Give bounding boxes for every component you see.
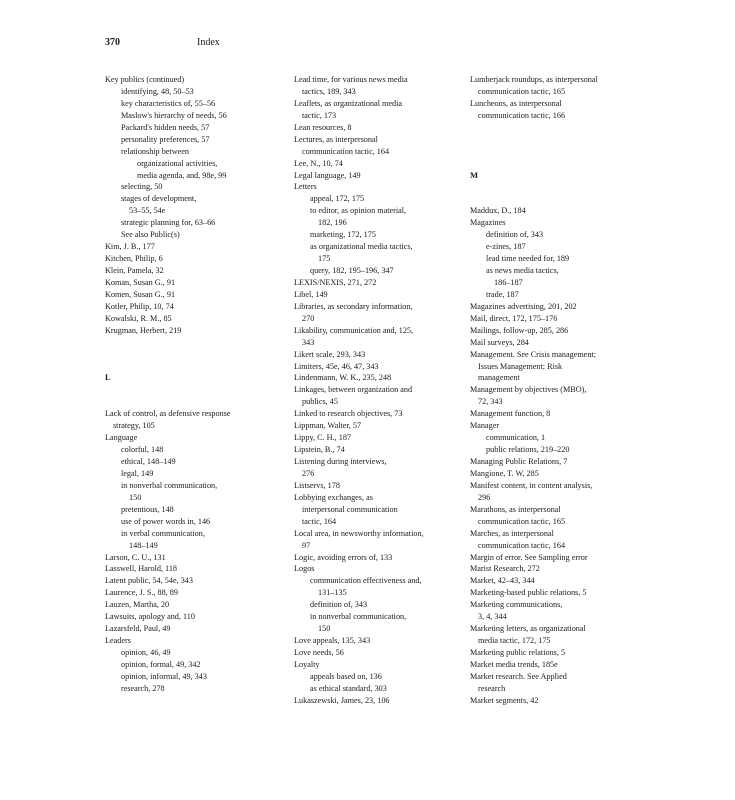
index-entry: communication tactic, 164 <box>302 146 390 156</box>
index-entry: opinion, formal, 49, 342 <box>121 659 201 669</box>
index-entry: Marketing-based public relations, 5 <box>470 588 587 598</box>
index-entry: Local area, in newsworthy information, <box>294 528 424 538</box>
spacer <box>105 384 285 396</box>
index-entry: Lead time, for various news media <box>294 75 408 84</box>
index-entry: Marketing letters, as organizational <box>470 624 586 634</box>
index-entry: 270 <box>302 313 315 323</box>
index-entry: Magazines advertising, 201, 202 <box>470 301 577 311</box>
index-entry: publics, 45 <box>302 397 338 407</box>
index-entry: tactic, 164 <box>302 516 337 526</box>
index-entry: Packard's hidden needs, 57 <box>121 122 210 132</box>
index-entry: management <box>478 373 520 383</box>
index-entry: as news media tactics, <box>486 266 559 275</box>
index-entry: personality preferences, 57 <box>121 134 210 144</box>
spacer <box>105 337 285 349</box>
index-entry: use of power words in, 146 <box>121 516 211 526</box>
index-entry: Leaders <box>105 636 131 646</box>
index-entry: Klein, Pamela, 32 <box>105 266 164 275</box>
index-entry: Libraries, as secondary information, <box>294 301 413 311</box>
index-entry: 276 <box>302 468 315 478</box>
index-entry: Management function, 8 <box>470 409 551 419</box>
index-entry: Latent public, 54, 54e, 343 <box>105 576 193 586</box>
index-entry: Kowalski, R. M., 85 <box>105 313 172 323</box>
index-entry: Marathons, as interpersonal <box>470 504 561 514</box>
index-entry: Maslow's hierarchy of needs, 56 <box>121 110 227 120</box>
index-entry: Lippman, Walter, 57 <box>294 421 362 431</box>
index-entry: Lasswell, Harold, 118 <box>105 564 178 574</box>
index-entry: media tactic, 172, 175 <box>478 636 551 646</box>
index-entry: Manifest content, in content analysis, <box>470 480 593 490</box>
spacer <box>470 146 642 158</box>
index-entry: research, 278 <box>121 683 165 693</box>
index-column-3 <box>470 74 642 707</box>
index-entry: Listening during interviews, <box>294 457 387 466</box>
index-entry: ethical, 148–149 <box>121 457 176 466</box>
index-entry: Letters <box>294 182 317 192</box>
index-entry: colorful, 148 <box>121 445 164 455</box>
spacer <box>105 349 285 361</box>
spacer <box>470 181 642 193</box>
index-entry: Management. See Crisis management; <box>470 349 596 359</box>
index-entry: Mailings, follow-up, 285, 286 <box>470 325 569 335</box>
index-entry: Market segments, 42 <box>470 695 539 705</box>
index-entry: Lobbying exchanges, as <box>294 492 373 502</box>
index-entry: communication, 1 <box>486 433 546 443</box>
index-entry: Mail surveys, 284 <box>470 337 529 347</box>
index-entry: definition of, 343 <box>310 600 368 610</box>
index-entry: lead time needed for, 189 <box>486 254 570 264</box>
index-entry: Lee, N., 10, 74 <box>294 158 343 168</box>
index-entry: Mail, direct, 172, 175–176 <box>470 313 558 323</box>
index-entry: strategy, 105 <box>113 421 155 431</box>
index-entry: research <box>478 683 506 693</box>
index-entry: e-zines, 187 <box>486 242 526 252</box>
index-entry: communication tactic, 165 <box>478 86 566 96</box>
index-entry: identifying, 48, 50–53 <box>121 86 194 96</box>
index-entry: Logos <box>294 564 315 574</box>
index-entry: Lindenmann, W. K., 235, 248 <box>294 373 392 383</box>
index-entry: Likert scale, 293, 343 <box>294 349 366 359</box>
index-entry: Logic, avoiding errors of, 133 <box>294 552 393 562</box>
index-entry: key characteristics of, 55–56 <box>121 98 216 108</box>
index-entry: definition of, 343 <box>486 230 544 240</box>
index-entry: 72, 343 <box>478 397 503 407</box>
index-entry: as organizational media tactics, <box>310 242 413 252</box>
index-entry: 343 <box>302 337 315 347</box>
index-entry: Limiters, 45e, 46, 47, 343 <box>294 361 379 371</box>
index-entry: Managing Public Relations, 7 <box>470 457 568 466</box>
index-entry: 3, 4, 344 <box>478 612 507 622</box>
index-entry: Lumberjack roundups, as interpersonal <box>470 75 598 84</box>
index-entry: Loyalty <box>294 659 320 669</box>
index-entry: query, 182, 195–196, 347 <box>310 266 394 275</box>
index-entry: media agenda, and, 98e, 99 <box>137 170 227 180</box>
index-entry: 131–135 <box>318 588 347 598</box>
index-entry: Komen, Susan G., 91 <box>105 289 176 299</box>
index-entry: stages of development, <box>121 194 197 204</box>
page-header <box>105 37 220 48</box>
index-entry: organizational activities, <box>137 158 218 168</box>
index-entry: 53–55, 54e <box>129 206 166 216</box>
index-entry: Issues Management; Risk <box>478 361 563 371</box>
spacer <box>105 396 285 408</box>
index-entry: Kotler, Philip, 10, 74 <box>105 301 174 311</box>
index-entry: Market research. See Applied <box>470 671 567 681</box>
index-entry: Marketing communications, <box>470 600 563 610</box>
index-entry: in nonverbal communication, <box>310 612 407 622</box>
index-entry: 186–187 <box>494 277 523 287</box>
index-entry: 150 <box>318 624 331 634</box>
index-entry: 182, 196 <box>318 218 347 228</box>
index-entry: Lawsuits, apology and, 110 <box>105 612 195 622</box>
spacer <box>470 134 642 146</box>
index-entry: Market media trends, 185e <box>470 659 558 669</box>
index-entry: Marist Research, 272 <box>470 564 540 574</box>
index-entry: 175 <box>318 254 331 264</box>
index-entry: Lean resources, 8 <box>294 122 352 132</box>
spacer <box>470 122 642 134</box>
index-entry: Lukaszewski, James, 23, 106 <box>294 695 390 705</box>
index-entry: communication tactic, 166 <box>478 110 566 120</box>
index-entry: Lectures, as interpersonal <box>294 134 378 144</box>
spacer <box>105 361 285 373</box>
index-entry: Market, 42–43, 344 <box>470 576 535 586</box>
index-column-1 <box>105 74 285 695</box>
index-entry: relationship between <box>121 146 189 156</box>
index-entry: Language <box>105 433 138 443</box>
index-entry: Legal language, 149 <box>294 170 361 180</box>
index-entry: Kitchen, Philip, 6 <box>105 254 163 264</box>
index-entry: Magazines <box>470 218 506 228</box>
section-letter: L <box>105 372 111 383</box>
index-entry: strategic planning for, 63–66 <box>121 218 216 228</box>
index-entry: pretentious, 148 <box>121 504 174 514</box>
index-entry: Lippy, C. H., 187 <box>294 433 352 443</box>
index-entry: Lauzen, Martha, 20 <box>105 600 170 610</box>
index-entry: 150 <box>129 492 142 502</box>
index-column-2 <box>294 74 466 707</box>
running-title: Index <box>197 37 220 48</box>
index-entry: marketing, 172, 175 <box>310 230 376 240</box>
index-entry: legal, 149 <box>121 468 154 478</box>
index-entry: Love appeals, 135, 343 <box>294 636 371 646</box>
index-entry: Marches, as interpersonal <box>470 528 554 538</box>
index-entry: Krugman, Herbert, 219 <box>105 325 182 335</box>
index-entry: 148–149 <box>129 540 158 550</box>
index-entry: Larson, C. U., 131 <box>105 552 166 562</box>
index-entry: Linked to research objectives, 73 <box>294 409 403 419</box>
index-entry: public relations, 219–220 <box>486 445 570 455</box>
index-entry: Laurence, J. S., 88, 89 <box>105 588 178 598</box>
index-entry: opinion, informal, 49, 343 <box>121 671 207 681</box>
index-entry: appeals based on, 136 <box>310 671 382 681</box>
index-entry: selecting, 50 <box>121 182 163 192</box>
page-number: 370 <box>105 37 120 48</box>
index-entry: Lack of control, as defensive response <box>105 409 231 419</box>
index-entry: to editor, as opinion material, <box>310 206 407 216</box>
index-entry: trade, 187 <box>486 289 519 299</box>
index-entry: communication tactic, 164 <box>478 540 566 550</box>
index-entry: Leaflets, as organizational media <box>294 98 403 108</box>
index-entry: Linkages, between organization and <box>294 385 413 395</box>
index-entry: tactic, 173 <box>302 110 337 120</box>
spacer <box>470 193 642 205</box>
index-entry: tactics, 189, 343 <box>302 86 356 96</box>
index-entry: Listservs, 178 <box>294 480 340 490</box>
index-entry: Love needs, 56 <box>294 648 344 657</box>
index-entry: LEXIS/NEXIS, 271, 272 <box>294 277 377 287</box>
index-entry: Kim, J. B., 177 <box>105 242 155 252</box>
index-entry: Koman, Susan G., 91 <box>105 277 176 287</box>
index-entry: communication tactic, 165 <box>478 516 566 526</box>
index-entry: in nonverbal communication, <box>121 480 218 490</box>
index-entry: Luncheons, as interpersonal <box>470 98 562 108</box>
index-entry: Maddux, D., 184 <box>470 206 526 216</box>
index-entry: interpersonal communication <box>302 504 398 514</box>
index-entry: Manager <box>470 421 500 431</box>
spacer <box>470 158 642 170</box>
index-entry: communication effectiveness and, <box>310 576 422 586</box>
index-entry: See also Public(s) <box>121 230 180 240</box>
index-entry: 296 <box>478 492 491 502</box>
index-entry: Libel, 149 <box>294 289 328 299</box>
section-letter: M <box>470 169 479 180</box>
index-entry: opinion, 46, 49 <box>121 648 171 657</box>
index-entry: Marketing public relations, 5 <box>470 648 566 657</box>
index-entry: Lipstein, B., 74 <box>294 445 345 455</box>
index-entry: Lazarsfeld, Paul, 49 <box>105 624 171 634</box>
index-entry: 97 <box>302 540 311 550</box>
index-entry: Likability, communication and, 125, <box>294 325 414 335</box>
index-entry: Management by objectives (MBO), <box>470 385 587 395</box>
index-entry: appeal, 172, 175 <box>310 194 365 204</box>
index-entry: Key publics (continued) <box>105 75 185 84</box>
index-entry: Margin of error. See Sampling error <box>470 552 588 562</box>
index-entry: in verbal communication, <box>121 528 205 538</box>
index-entry: as ethical standard, 303 <box>310 683 387 693</box>
index-entry: Mangione, T. W, 285 <box>470 468 539 478</box>
